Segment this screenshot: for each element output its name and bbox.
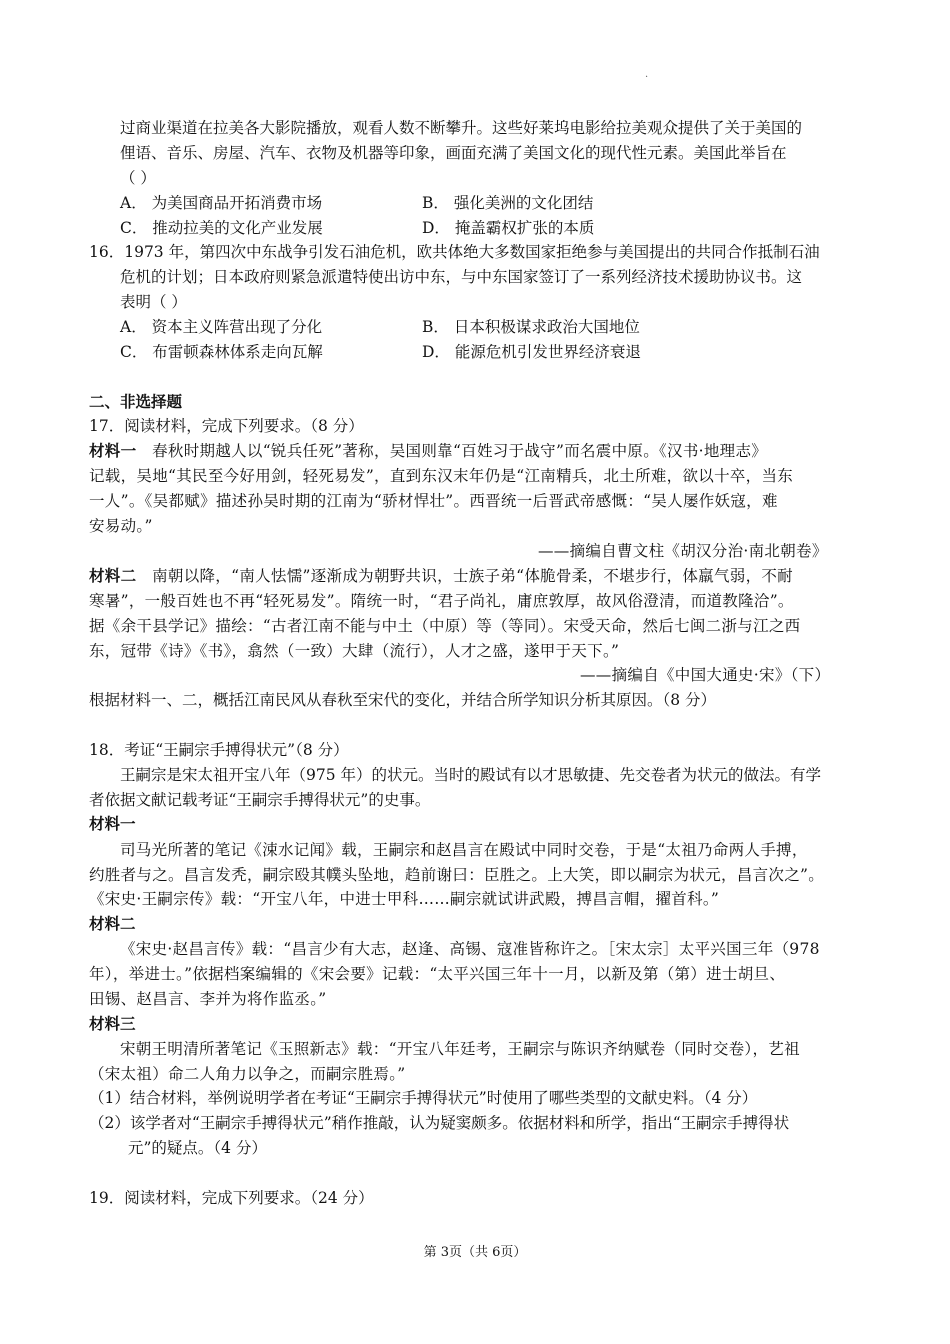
q17-material-2-line-1 [89,564,793,588]
q18-subquestion-2-line-2: 元”的疑点。（4 分） [128,1139,267,1157]
q18-subquestion-1: （1）结合材料，举例说明学者在考证“王嗣宗手搏得状元”时使用了哪些类型的文献史料。（4 分） [89,1089,758,1107]
q15-option-b: B． 强化美洲的文化团结 [422,194,594,212]
q16-option-c: C． 布雷顿森林体系走向瓦解 [120,343,323,361]
q18-intro: 18．考证“王嗣宗手搏得状元”（8 分） [89,741,349,759]
q17-material-1-text: 春秋时期越人以“锐兵任死”著称，吴国则靠“百姓习于战守”而名震中原。《汉书·地理志》 [152,442,768,460]
q17-material-2-label: 材料二 [89,566,137,585]
q17-material-2-line-3: 据《余干县学记》描绘：“古者江南不能与中土（中原）等（等同）。宋受天命，然后七闽二浙与江之西 [89,617,801,635]
q18-paragraph-line-2: 者依据文献记载考证“王嗣宗手搏得状元”的史事。 [89,791,431,809]
q17-material-2-source: ——摘编自《中国大通史·宋》（下） [580,666,831,684]
q15-option-d: D． 掩盖霸权扩张的本质 [422,219,595,237]
scan-dot: · [645,72,649,83]
q17-material-2-text: 南朝以降，“南人怯懦”逐渐成为朝野共识，士族子弟“体脆骨柔，不堪步行，体羸气弱，不耐 [152,567,793,585]
q18-material-1-line-1: 司马光所著的笔记《涑水记闻》载，王嗣宗和赵昌言在殿试中同时交卷，于是“太祖乃命两人手搏， [120,841,808,859]
q17-material-1-source: ——摘编自曹文柱《胡汉分治·南北朝卷》 [538,542,828,560]
q16-option-d: D． 能源危机引发世界经济衰退 [422,343,641,361]
q18-material-2-label: 材料二 [89,914,136,933]
q16-line-1: 16．1973 年，第四次中东战争引发石油危机，欧共体绝大多数国家拒绝参与美国提出的共同合作抵制石油 [89,243,820,261]
q18-material-2-line-1: 《宋史·赵昌言传》载：“昌言少有大志，赵逢、高锡、寇准皆称许之。［宋太宗］太平兴国三年（978 [120,940,820,958]
q18-material-3-line-1: 宋朝王明清所著笔记《玉照新志》载：“开宝八年廷考，王嗣宗与陈识齐纳赋卷（同时交卷），艺祖 [120,1040,800,1058]
q18-material-3-line-2: （宋太祖）命二人角力以争之，而嗣宗胜焉。” [89,1065,406,1083]
q19-intro: 19．阅读材料，完成下列要求。（24 分） [89,1189,374,1207]
q15-line-2: 俚语、音乐、房屋、汽车、衣物及机器等印象，画面充满了美国文化的现代性元素。美国此举旨在 [120,144,787,162]
q17-material-1-line-1 [89,439,767,463]
q18-material-1-label: 材料一 [89,814,136,833]
q16-line-3: 表明（ ） [120,293,187,311]
q18-material-2-line-2: 年），举进士。”依据档案编辑的《宋会要》记载：“太平兴国三年十一月，以新及第（第）进士胡旦、 [89,965,786,983]
q18-material-3-label: 材料三 [89,1014,136,1033]
q15-option-c: C． 推动拉美的文化产业发展 [120,219,323,237]
q17-task: 根据材料一、二，概括江南民风从春秋至宋代的变化，并结合所学知识分析其原因。（8 分） [89,691,717,709]
q15-line-1: 过商业渠道在拉美各大影院播放，观看人数不断攀升。这些好莱坞电影给拉美观众提供了关于美国的 [120,119,803,137]
q18-material-1-line-3: 《宋史·王嗣宗传》载：“开宝八年，中进士甲科……嗣宗就试讲武殿，搏昌言帽，擢首科。” [89,890,720,908]
q17-material-2-line-2: 寒暑”，一般百姓也不再“轻死易发”。隋统一时，“君子尚礼，庸庶敦厚，故风俗澄清，而道教隆洽”。 [89,592,794,610]
q17-material-1-line-2: 记载，吴地“其民至今好用剑，轻死易发”，直到东汉末年仍是“江南精兵，北土所难，欲以十卒，当东 [89,467,794,485]
section-heading: 二、非选择题 [89,392,183,411]
q18-subquestion-2-line-1: （2）该学者对“王嗣宗手搏得状元”稍作推敲，认为疑窦颇多。依据材料和所学，指出“王嗣宗手搏得状 [89,1114,790,1132]
q18-material-1-line-2: 约胜者与之。昌言发秃，嗣宗殴其幞头坠地，趋前谢曰：臣胜之。上大笑，即以嗣宗为状元，昌言次之”。 [89,866,825,884]
q17-intro: 17．阅读材料，完成下列要求。（8 分） [89,417,364,435]
q18-material-2-line-3: 田锡、赵昌言、李并为将作监丞。” [89,990,327,1008]
q17-material-2-line-4: 东，冠带《诗》《书》，翕然（一致）大肆（流行），人才之盛，遂甲于天下。” [89,642,620,660]
q16-option-b: B． 日本积极谋求政治大国地位 [422,318,640,336]
q15-line-3: （ ） [120,169,156,187]
q17-material-1-label: 材料一 [89,441,137,460]
page-footer: 第 3页（共 6页） [423,1245,527,1260]
q15-option-a: A． 为美国商品开拓消费市场 [120,194,323,212]
q16-line-2: 危机的计划；日本政府则紧急派遣特使出访中东，与中东国家签订了一系列经济技术援助协议书。这 [120,268,803,286]
q16-option-a: A． 资本主义阵营出现了分化 [120,318,323,336]
q18-paragraph-line-1: 王嗣宗是宋太祖开宝八年（975 年）的状元。当时的殿试有以才思敏捷、先交卷者为状元的做法。有学 [120,766,822,784]
q17-material-1-line-3: 一人”。《吴都赋》描述孙吴时期的江南为“骄材悍壮”。西晋统一后晋武帝感慨：“吴人屡作妖寇，难 [89,492,778,510]
q17-material-1-line-4: 安易动。” [89,517,153,535]
